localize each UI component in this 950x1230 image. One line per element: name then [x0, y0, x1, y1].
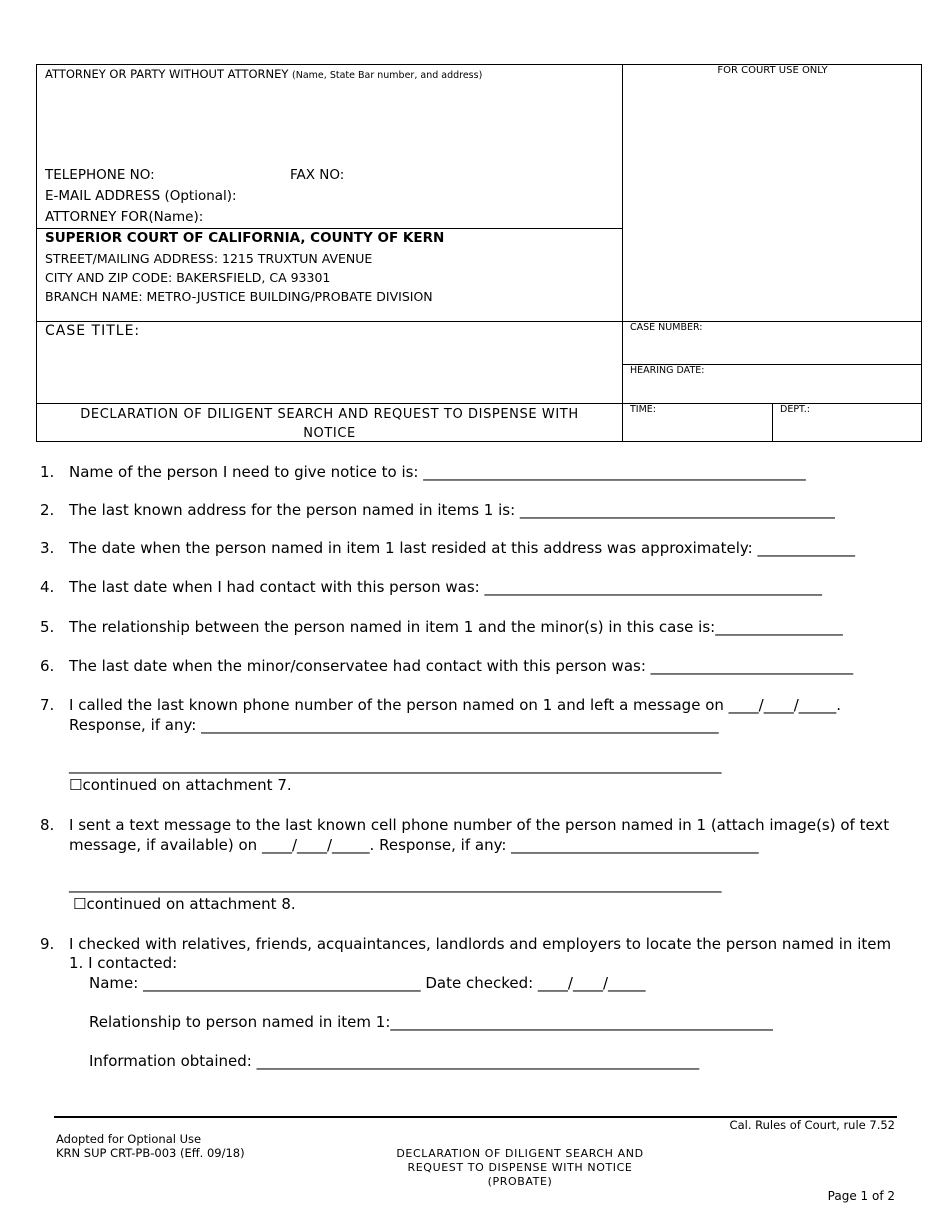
footer-title — [320, 1147, 720, 1189]
form-title-line-1: DECLARATION OF DILIGENT SEARCH AND REQUEST TO DISPENSE WITH — [80, 407, 579, 422]
item-number: 3. — [40, 539, 55, 557]
page-number: Page 1 of 2 — [827, 1189, 895, 1203]
footer-title-line-2: REQUEST TO DISPENSE WITH NOTICE — [407, 1161, 633, 1174]
item-text: I checked with relatives, friends, acquaintances, landlords and employers to locate the person named in item — [69, 935, 892, 953]
rules-of-court: Cal. Rules of Court, rule 7.52 — [729, 1118, 895, 1132]
court-name: SUPERIOR COURT OF CALIFORNIA, COUNTY OF KERN — [45, 230, 445, 246]
item-text: The last date when I had contact with this person was: _____________________________________________ — [69, 578, 822, 596]
email-label: E-MAIL ADDRESS (Optional): — [45, 188, 237, 204]
column-divider — [622, 65, 623, 442]
item-number: 5. — [40, 618, 55, 636]
continued-row — [69, 775, 292, 795]
item-text: Response, if any: _____________________________________________________________________ — [69, 716, 719, 734]
attorney-for-label: ATTORNEY FOR(Name): — [45, 209, 204, 225]
item-text: Name of the person I need to give notice to is: ___________________________________________________ — [69, 463, 806, 481]
adopted-label: Adopted for Optional Use — [56, 1132, 202, 1146]
form-id: KRN SUP CRT-PB-003 (Eff. 09/18) — [56, 1146, 245, 1160]
court-city: CITY AND ZIP CODE: BAKERSFIELD, CA 93301 — [45, 270, 331, 285]
continued-label: continued on attachment 7. — [82, 776, 292, 794]
item-text: The relationship between the person named in item 1 and the minor(s) in this case is:_________________ — [69, 618, 843, 636]
continued-row — [73, 894, 296, 914]
item-number: 8. — [40, 816, 55, 834]
item-text: The last known address for the person named in items 1 is: __________________________________________ — [69, 501, 835, 519]
attorney-sublabel: (Name, State Bar number, and address) — [292, 70, 483, 81]
item-number: 9. — [40, 935, 55, 953]
court-street: STREET/MAILING ADDRESS: 1215 TRUXTUN AVENUE — [45, 251, 373, 266]
item-text: _______________________________________________________________________________________ — [69, 756, 722, 774]
court-branch: BRANCH NAME: METRO-JUSTICE BUILDING/PROBATE DIVISION — [45, 289, 433, 304]
item-number: 1. — [40, 463, 55, 481]
item-number: 7. — [40, 696, 55, 714]
telephone-label: TELEPHONE NO: — [45, 167, 155, 183]
case-title-label: CASE TITLE: — [45, 323, 141, 339]
attorney-label-row — [45, 67, 482, 81]
item-text: Name: _____________________________________ Date checked: ____/____/_____ — [89, 974, 646, 992]
footer-title-line-1: DECLARATION OF DILIGENT SEARCH AND — [396, 1147, 644, 1160]
item-text: message, if available) on ____/____/_____. Response, if any: _________________________________ — [69, 836, 759, 854]
checkbox-attachment-8[interactable]: ☐ — [73, 895, 87, 913]
case-number-label: CASE NUMBER: — [630, 322, 703, 333]
court-use-label: FOR COURT USE ONLY — [717, 65, 828, 76]
item-number: 2. — [40, 501, 55, 519]
form-title — [37, 405, 622, 443]
continued-label: continued on attachment 8. — [86, 895, 296, 913]
item-text: I called the last known phone number of the person named on 1 and left a message on ____/____/_____. — [69, 696, 842, 714]
footer-left — [56, 1132, 245, 1160]
item-text: Relationship to person named in item 1:___________________________________________________ — [89, 1013, 773, 1031]
attorney-court-divider — [37, 228, 623, 229]
footer-title-line-3: (PROBATE) — [487, 1175, 553, 1188]
time-dept-divider — [772, 403, 773, 442]
item-text: Information obtained: ___________________________________________________________ — [89, 1052, 700, 1070]
item-text: _______________________________________________________________________________________ — [69, 875, 722, 893]
item-number: 4. — [40, 578, 55, 596]
item-text: I sent a text message to the last known cell phone number of the person named in 1 (attach image(s) of text — [69, 816, 890, 834]
item-number: 6. — [40, 657, 55, 675]
checkbox-attachment-7[interactable]: ☐ — [69, 776, 83, 794]
caption-box — [36, 64, 922, 442]
fax-label: FAX NO: — [290, 167, 345, 183]
attorney-label: ATTORNEY OR PARTY WITHOUT ATTORNEY — [45, 67, 289, 81]
hearing-date-label: HEARING DATE: — [630, 365, 705, 376]
item-text: The date when the person named in item 1 last resided at this address was approximately: _____________ — [69, 539, 855, 557]
form-title-line-2: NOTICE — [303, 426, 356, 441]
time-label: TIME: — [630, 404, 657, 415]
court-casetitle-divider — [37, 321, 922, 322]
item-text: The last date when the minor/conservatee had contact with this person was: ___________________________ — [69, 657, 854, 675]
item-text: 1. I contacted: — [69, 954, 178, 972]
dept-label: DEPT.: — [780, 404, 810, 415]
